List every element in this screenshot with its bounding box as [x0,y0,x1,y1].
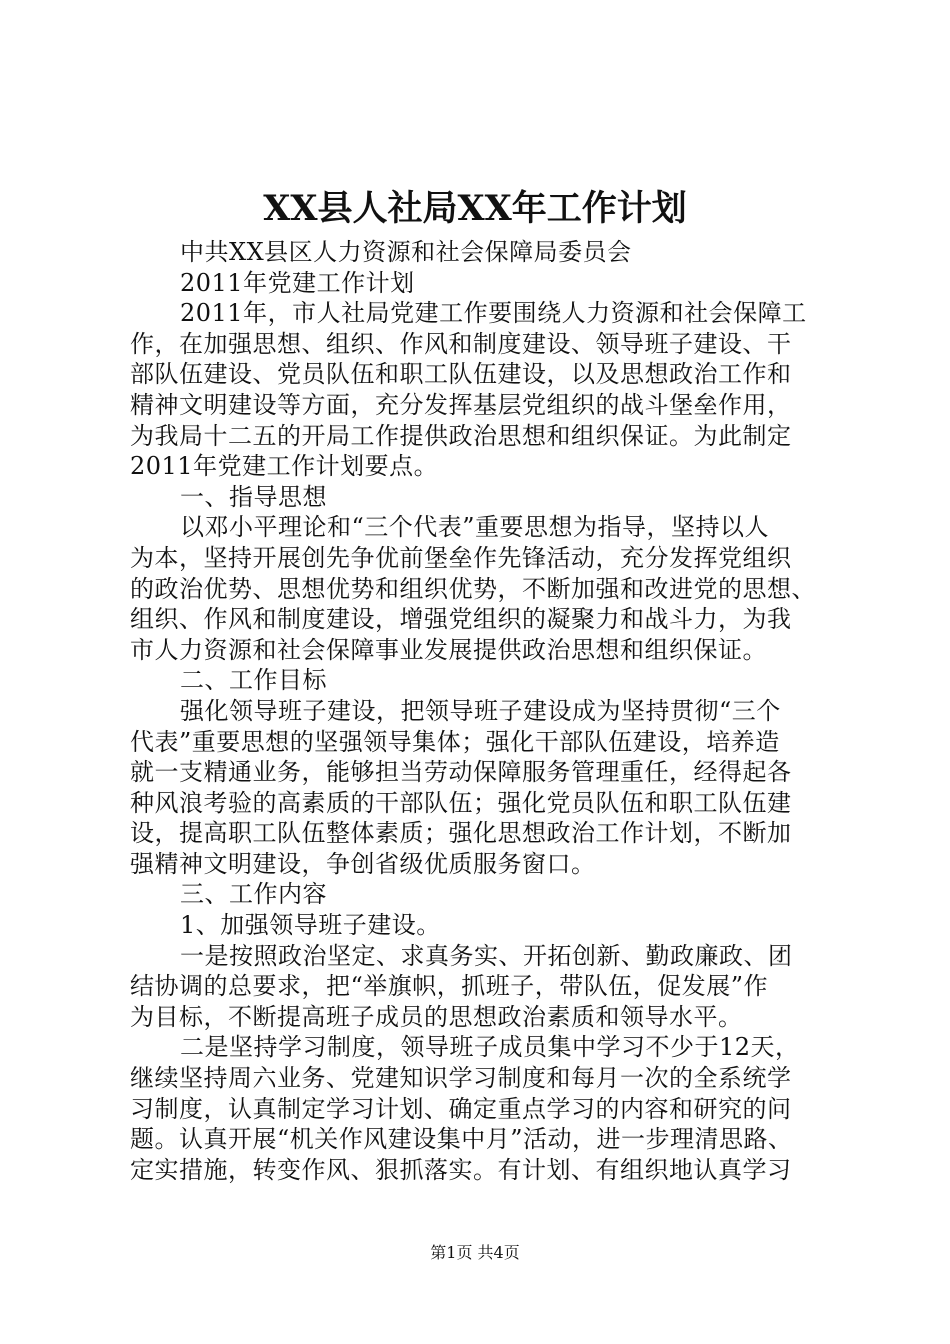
section-heading: 三、工作内容 [180,880,327,909]
body-line: 的政治优势、思想优势和组织优势，不断加强和改进党的思想、 [130,574,816,603]
body-line: 就一支精通业务，能够担当劳动保障服务管理重任，经得起各 [130,758,792,787]
body-line: 为本，坚持开展创先争优前堡垒作先锋活动，充分发挥党组织 [130,543,792,572]
body-line: 为我局十二五的开局工作提供政治思想和组织保证。为此制定 [130,421,792,450]
section-heading: 二、工作目标 [180,666,327,695]
body-line: 中共XX县区人力资源和社会保障局委员会 [180,238,632,266]
body-line: 结协调的总要求，把“举旗帜，抓班子，带队伍，促发展”作 [130,972,769,1001]
body-line: 定实措施，转变作风、狠抓落实。有计划、有组织地认真学习 [130,1155,792,1184]
body-line: 种风浪考验的高素质的干部队伍；强化党员队伍和职工队伍建 [130,788,792,817]
body-line: 精神文明建设等方面，充分发挥基层党组织的战斗堡垒作用， [130,390,792,419]
body-line: 2011年党建工作计划要点。 [130,452,439,481]
body-line: 部队伍建设、党员队伍和职工队伍建设，以及思想政治工作和 [130,360,792,389]
body-line: 组织、作风和制度建设，增强党组织的凝聚力和战斗力，为我 [130,605,792,634]
body-line: 题。认真开展“机关作风建设集中月”活动，进一步理清思路、 [130,1125,793,1154]
body-line: 以邓小平理论和“三个代表”重要思想为指导，坚持以人 [180,513,770,542]
body-line: 代表”重要思想的坚强领导集体；强化干部队伍建设，培养造 [130,727,780,756]
body-line: 2011年，市人社局党建工作要围绕人力资源和社会保障工 [180,299,807,328]
body-line: 一是按照政治坚定、求真务实、开拓创新、勤政廉政、团 [180,941,793,970]
body-line: 继续坚持周六业务、党建知识学习制度和每月一次的全系统学 [130,1064,792,1093]
document-body [130,237,830,1185]
section-heading: 一、指导思想 [180,482,327,511]
body-line: 习制度，认真制定学习计划、确定重点学习的内容和研究的问 [130,1094,792,1123]
body-line: 强化领导班子建设，把领导班子建设成为坚持贯彻“三个 [180,696,781,725]
page-number-footer: 第1页 共4页 [430,1243,520,1262]
body-line: 二是坚持学习制度，领导班子成员集中学习不少于12天， [180,1033,800,1062]
body-line: 作，在加强思想、组织、作风和制度建设、领导班子建设、干 [130,329,792,358]
body-line: 为目标，不断提高班子成员的思想政治素质和领导水平。 [130,1002,743,1031]
document-title: XX县人社局XX年工作计划 [263,188,687,229]
body-line: 2011年党建工作计划 [180,268,415,297]
body-line: 强精神文明建设，争创省级优质服务窗口。 [130,849,596,878]
body-line: 设，提高职工队伍整体素质；强化思想政治工作计划，不断加 [130,819,792,848]
subsection-heading: 1、加强领导班子建设。 [180,911,441,940]
body-line: 市人力资源和社会保障事业发展提供政治思想和组织保证。 [130,635,767,664]
